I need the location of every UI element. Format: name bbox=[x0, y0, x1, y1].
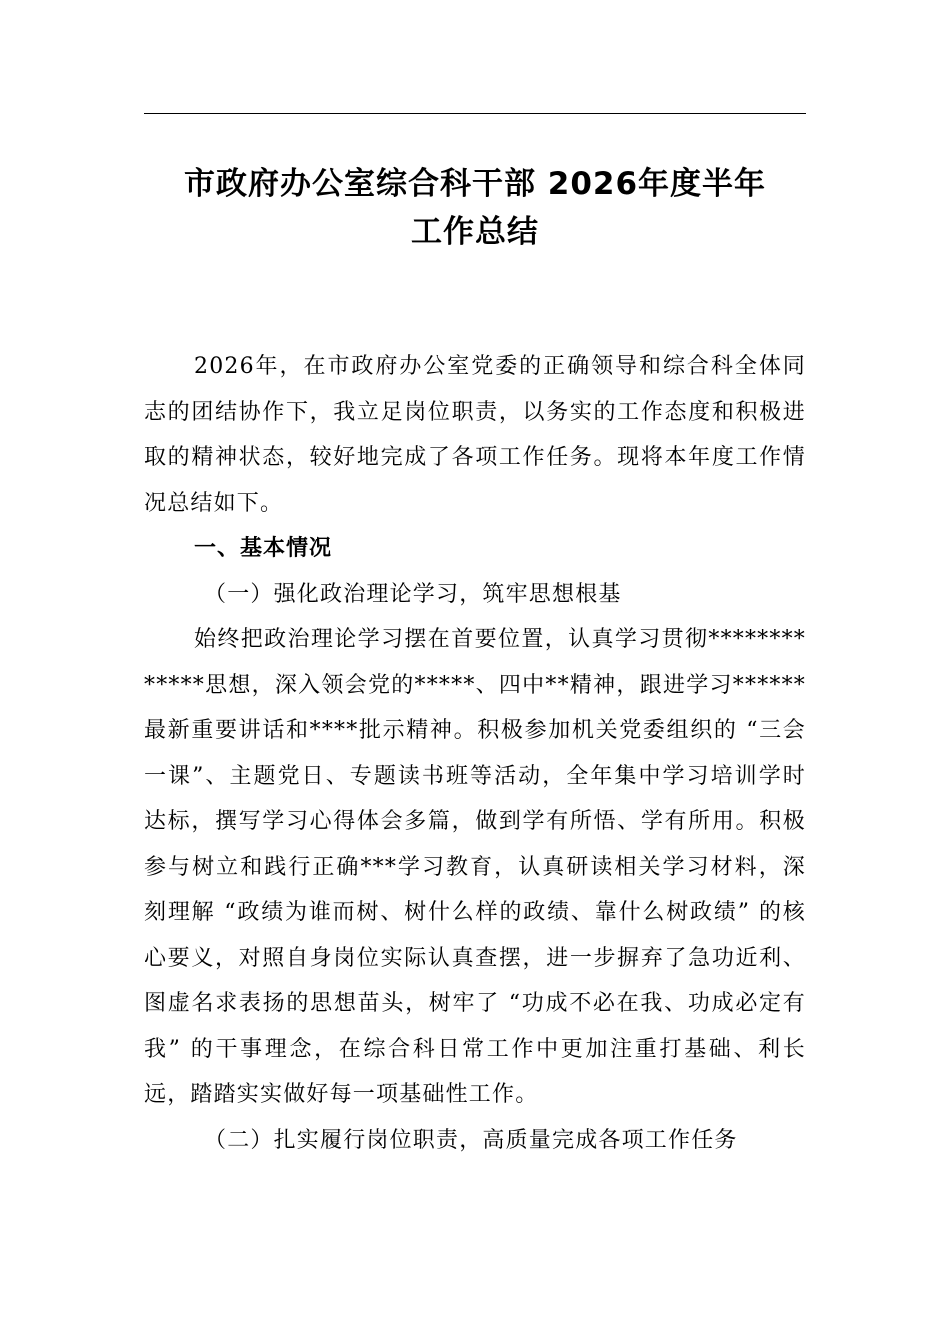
section-heading-basic: 一、基本情况 bbox=[194, 536, 333, 561]
title-line-1: 市政府办公室综合科干部 2026年度半年 bbox=[183, 166, 767, 202]
subsection-heading-1: （一）强化政治理论学习，筑牢思想根基 bbox=[204, 581, 622, 607]
intro-paragraph: 2026年，在市政府办公室党委的正确领导和综合科全体同志的团结协作下，我立足岗位职责，以务实的工作态度和积极进取的精神状态，较好地完成了各项工作任务。现将本年度工作情况总结如下。 bbox=[144, 354, 806, 516]
subsection-1-paragraph: 始终把政治理论学习摆在首要位置，认真学习贯彻*************思想，深入领会党的*****、四中**精神，跟进学习******最新重要讲话和****批示精神。积极参加机关党委组织的 “三会一课”、主题党日、专题读书班等活动，全年集中学习培训学时达标，撰写学习心得体会多篇，做到学有所悟、学有所用。积极参与树立和践行正确***学习教育，认真研读相关学习材料，深刻理解 “政绩为谁而树、树什么样的政绩、靠什么树政绩” 的核心要义，对照自身岗位实际认真查摆，进一步摒弃了急功近利、图虚名求表扬的思想苗头，树牢了 “功成不必在我、功成必定有我” 的干事理念，在综合科日常工作中更加注重打基础、利长远，踏踏实实做好每一项基础性工作。 bbox=[144, 627, 806, 1107]
subsection-heading-2: （二）扎实履行岗位职责，高质量完成各项工作任务 bbox=[204, 1127, 738, 1153]
document-title bbox=[144, 160, 806, 256]
document-body bbox=[144, 344, 806, 1163]
title-line-2: 工作总结 bbox=[411, 214, 539, 250]
top-rule bbox=[144, 113, 806, 114]
